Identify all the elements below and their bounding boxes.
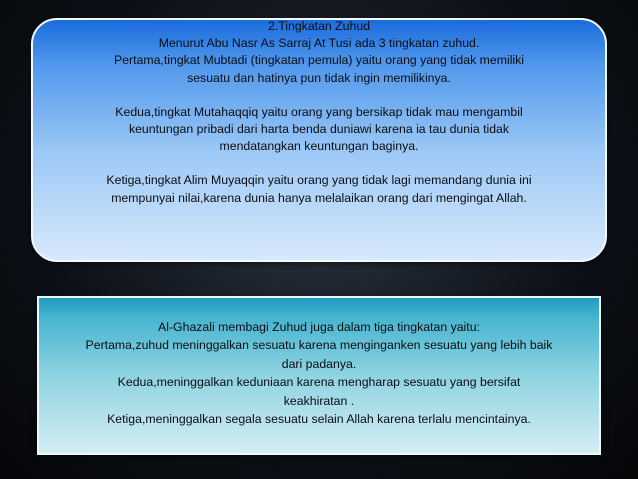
box1-line-3: sesuatu dan hatinya pun tidak ingin memilikinya. <box>187 70 451 85</box>
box1-line-2: Pertama,tingkat Mubtadi (tingkatan pemula) yaitu orang yang tidak memiliki <box>113 53 525 68</box>
box2-line-1: Al-Ghazali membagi Zuhud juga dalam tiga tingkatan yaitu: <box>158 320 480 334</box>
box1-line-7: Ketiga,tingkat Alim Muyaqqin yaitu orang yang tidak lagi memandang dunia ini <box>106 173 532 188</box>
box2-line-3: dari padanya. <box>281 356 357 371</box>
box1-line-1: Menurut Abu Nasr As Sarraj At Tusi ada 3 tingkatan zuhud. <box>158 36 480 51</box>
box1-line-6: mendatangkan keuntungan baginya. <box>219 139 419 154</box>
box2-line-4: Kedua,meninggalkan keduniaan karena mengharap sesuatu yang bersifat <box>117 375 521 390</box>
box2-line-2: Pertama,zuhud meninggalkan sesuatu karena menginganken sesuatu yang lebih baik <box>85 338 553 353</box>
box2-line-5: keakhiratan . <box>283 393 355 408</box>
box1-title: 2.Tingkatan Zuhud <box>267 19 371 33</box>
zuhud-levels-text <box>34 18 604 207</box>
box2-line-6: Ketiga,meninggalkan segala sesuatu selain Allah karena terlalu mencintainya. <box>107 412 531 427</box>
box1-line-8: mempunyai nilai,karena dunia hanya melalaikan orang dari mengingat Allah. <box>111 190 527 205</box>
box1-line-5: keuntungan pribadi dari harta benda duniawi karena ia tau dunia tidak <box>128 122 510 137</box>
box1-line-4: Kedua,tingkat Mutahaqqiq yaitu orang yang bersikap tidak mau mengambil <box>115 104 523 119</box>
ghazali-levels-text <box>0 318 638 428</box>
